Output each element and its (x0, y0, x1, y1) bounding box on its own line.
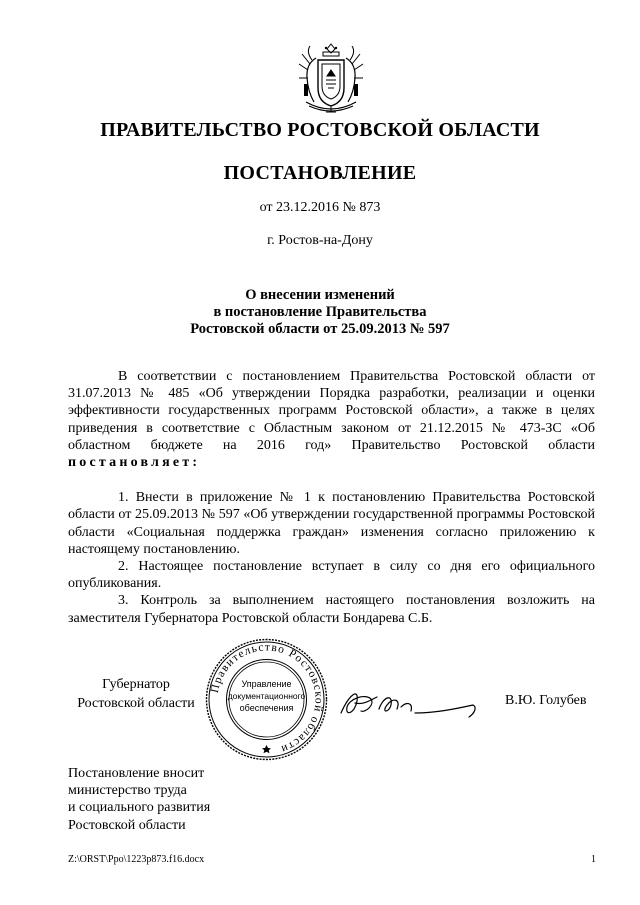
seal-center-line-2: документационного (227, 691, 306, 701)
signatory-name: В.Ю. Голубев (505, 693, 587, 708)
item-1: 1. Внести в приложение № 1 к постановлению Правительства Ростовской области от 25.09.2013 № 597 «Об утверждении государственной программы Ростовской области «Социальная поддержка граждан» изменения согласно приложению к настоящему постановлению. (68, 490, 595, 557)
submitted-line-3: и социального развития (68, 800, 211, 816)
city: г. Ростов-на-Дону (267, 233, 373, 248)
submitted-line-1: Постановление вносит (68, 766, 205, 781)
document-title (0, 287, 640, 338)
government-heading: ПРАВИТЕЛЬСТВО РОСТОВСКОЙ ОБЛАСТИ (100, 119, 540, 141)
item-3: 3. Контроль за выполнением настоящего постановления возложить на заместителя Губернатора Ростовской области Бондарева С.Б. (68, 593, 595, 626)
footer-page-number: 1 (591, 854, 596, 865)
date-number: от 23.12.2016 № 873 (259, 200, 381, 215)
seal-star-icon (262, 745, 271, 753)
submitted-by (68, 765, 210, 834)
submitted-line-2: министерство труда (68, 783, 187, 799)
coat-of-arms-emblem-icon (296, 40, 366, 116)
document-type-heading: ПОСТАНОВЛЕНИЕ (223, 162, 417, 184)
title-line-2: в постановление Правительства (213, 304, 427, 320)
handwritten-signature (335, 683, 480, 723)
decree-word: постановляет: (68, 455, 201, 471)
seal-center-line-1: Управление (241, 679, 292, 689)
submitted-line-4: Ростовской области (68, 817, 186, 833)
position-line-2: Ростовской области (77, 696, 195, 711)
official-seal-stamp (204, 637, 329, 762)
item-2: 2. Настоящее постановление вступает в силу со дня его официального опубликования. (68, 559, 595, 592)
seal-ring-text: Правительство Ростовской области (208, 641, 325, 756)
title-line-1: О внесении изменений (245, 287, 395, 303)
document-body (68, 368, 595, 627)
title-line-3: Ростовской области от 25.09.2013 № 597 (190, 321, 450, 337)
preamble-text: В соответствии с постановлением Правительства Ростовской области от 31.07.2013 № 485 «Об утверждении Порядка разработки, реализации и оценки эффективности государственных программ Ростовской области», а также в целях приведения в соответствие с Областным законом от 21.12.2015 № 473-ЗС «Об областном бюджете на 2016 год» Правительство Ростовской области (68, 369, 595, 453)
preamble-paragraph (68, 368, 595, 471)
seal-center-line-3: обеспечения (239, 703, 294, 713)
position-line-1: Губернатор (102, 677, 170, 692)
footer-file-path: Z:\ORST\Ppo\1223p873.f16.docx (68, 854, 205, 865)
signatory-position (68, 675, 204, 713)
